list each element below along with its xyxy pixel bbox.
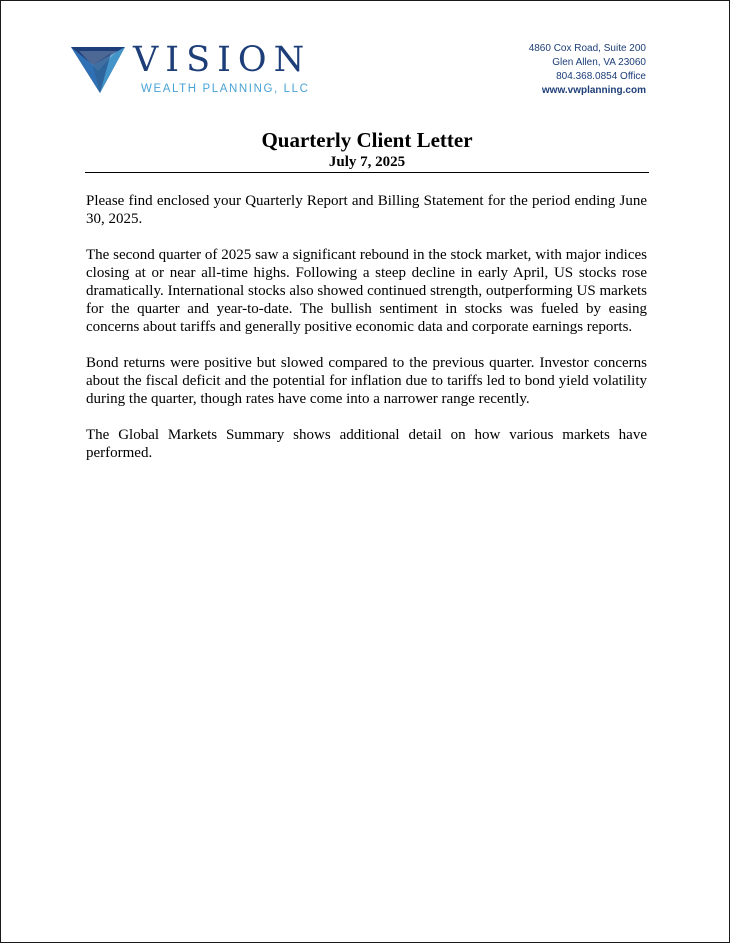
letter-date: July 7, 2025: [328, 154, 406, 170]
vision-triangle-logo-icon: [71, 45, 125, 95]
letter-body: [86, 192, 647, 480]
letter-title: Quarterly Client Letter: [261, 128, 473, 152]
phone-line: 804.368.0854 Office: [556, 71, 646, 82]
body-paragraph: The second quarter of 2025 saw a significant rebound in the stock market, with major indices closing at or near all-time highs. Following a steep decline in early April, US stocks rose dramatically. International stocks also showed continued strength, outperforming US markets for the quarter and year-to-date. The bullish sentiment in stocks was fueled by easing concerns about tariffs and generally positive economic data and corporate earnings reports.: [86, 247, 647, 335]
body-paragraph: Please find enclosed your Quarterly Report and Billing Statement for the period ending June 30, 2025.: [86, 193, 647, 227]
letter-heading: [85, 128, 649, 171]
company-subtitle: WEALTH PLANNING, LLC: [141, 83, 310, 95]
company-name: VISION: [133, 40, 312, 80]
address-line: 4860 Cox Road, Suite 200: [528, 43, 646, 54]
body-paragraph: The Global Markets Summary shows additional detail on how various markets have performed.: [86, 427, 647, 461]
body-paragraph: Bond returns were positive but slowed compared to the previous quarter. Investor concerns about the fiscal deficit and the potential for inflation due to tariffs led to bond yield volatility during the quarter, though rates have come into a narrower range recently.: [86, 355, 647, 407]
company-logo: [71, 40, 321, 99]
address-line: Glen Allen, VA 23060: [552, 57, 646, 68]
company-address: [529, 42, 646, 98]
website-link[interactable]: www.vwplanning.com: [541, 85, 646, 96]
heading-divider: [85, 172, 649, 173]
